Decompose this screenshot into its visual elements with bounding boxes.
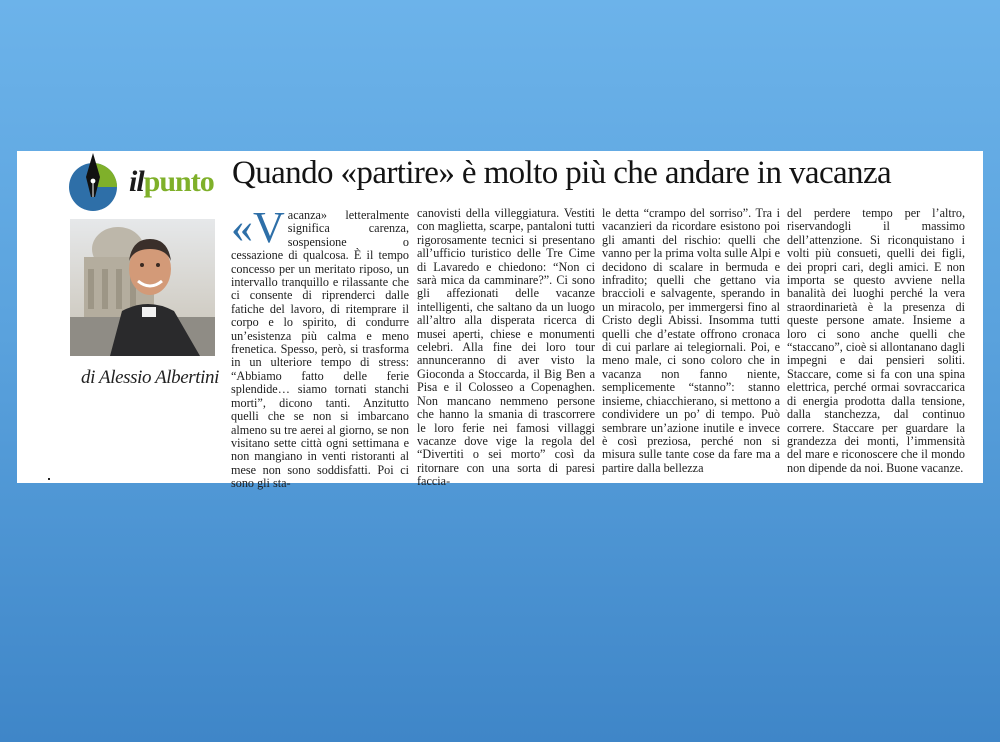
logo-punto: punto xyxy=(143,165,214,198)
fountain-pen-nib-icon xyxy=(67,153,127,213)
stray-dot xyxy=(48,478,50,480)
article-column-2: canovisti della villeggiatura. Vestiti con maglietta, scarpe, pantaloni tutti rigorosamente tecnici si presentano all’ufficio turistico delle Tre Cime di Lavaredo e chiedono: “Non ci sarà mica da camminare?”. Ci sono gli affezionati delle vacanze intelligenti, che saltano da un luogo all’altro alla disperata ricerca di musei aperti, chiese e monumenti celebri. Alla fine dei loro tour annunceranno di aver visto la Gioconda a Stoccarda, il Big Ben a Pisa e il Colosseo a Copenaghen. Non mancano nemmeno persone che hanno la smania di trascorrere le loro ferie nei famosi villaggi vacanze dove vige la regola del “Divertiti o sei morto” così da ritornare con una sorta di paresi faccia- xyxy=(417,206,595,489)
author-portrait-photo xyxy=(70,219,215,356)
article-dropcap: «V xyxy=(231,203,285,252)
article-column-1-text: acanza» letteralmente significa carenza, sospensione o cessazione di qualcosa. È il tempo concesso per un meritato riposo, un intervallo tranquillo e rilassante che ci consente di riprenderci dalle fatiche del lavoro, di ritemprare il corpo e lo spirito, di condurre un’esistenza più calma e meno frenetica. Spesso, però, si trasforma in un ulteriore tempo di stress: “Abbiamo fatto delle ferie splendide… siamo tornati stanchi morti”, dicono tanti. Anzitutto quelli che se non si imbarcano almeno su tre aerei al giorno, se non visitano sette città ogni settimana e non mangiano in venti ristoranti al mese non sono soddisfatti. Poi ci sono gli sta- xyxy=(231,208,409,491)
logo-wordmark xyxy=(129,167,214,197)
author-byline: di Alessio Albertini xyxy=(81,367,220,388)
article-column-1 xyxy=(231,203,409,491)
article-column-4: del perdere tempo per l’altro, riservandogli il massimo dell’attenzione. Si riconquistano i volti più consueti, quelli dei figli, dei propri cari, degli amici. E non importa se questo avviene nella banalità dei luoghi perché la vera straordinarietà è la presenza di queste persone amate. Insieme a loro ci sono anche quelli che “staccano”, cioè si allontanano dagli impegni e dai pensieri soliti. Staccare, come si fa con una spina elettrica, perché ormai sovraccarica di energia prodotta dalla tensione, dalla stanchezza, dal continuo correre. Staccare per guardare la grandezza dei monti, l’immensità del mare e riconoscere che il mondo non dipende da noi. Buone vacanze. xyxy=(787,206,965,475)
article-column-3: le detta “crampo del sorriso”. Tra i vacanzieri da ricordare esistono poi gli amanti del rischio: quelli che vanno per la prima volta sulle Alpi e decidono di scalare in bermuda e infradito; quelli che gettano via braccioli e salvagente, sperando in un miracolo, per immergersi fino al Cristo degli Abissi. Insomma tutti quelli che d’estate offrono cronaca di cui parlare ai telegiornali. Poi, e meno male, ci sono coloro che in vacanza non fanno niente, semplicemente “stanno”: stanno insieme, chiacchierano, si mettono a condividere un po’ di tempo. Può sembrare un’azione inutile e invece è così preziosa, perché non si misura sulle tante cose da fare ma a partire dalla bellezza xyxy=(602,206,780,475)
logo-il: il xyxy=(129,165,144,198)
newspaper-clipping xyxy=(17,151,983,491)
article-headline: Quando «partire» è molto più che andare in vacanza xyxy=(232,155,892,191)
il-punto-logo xyxy=(67,153,217,213)
